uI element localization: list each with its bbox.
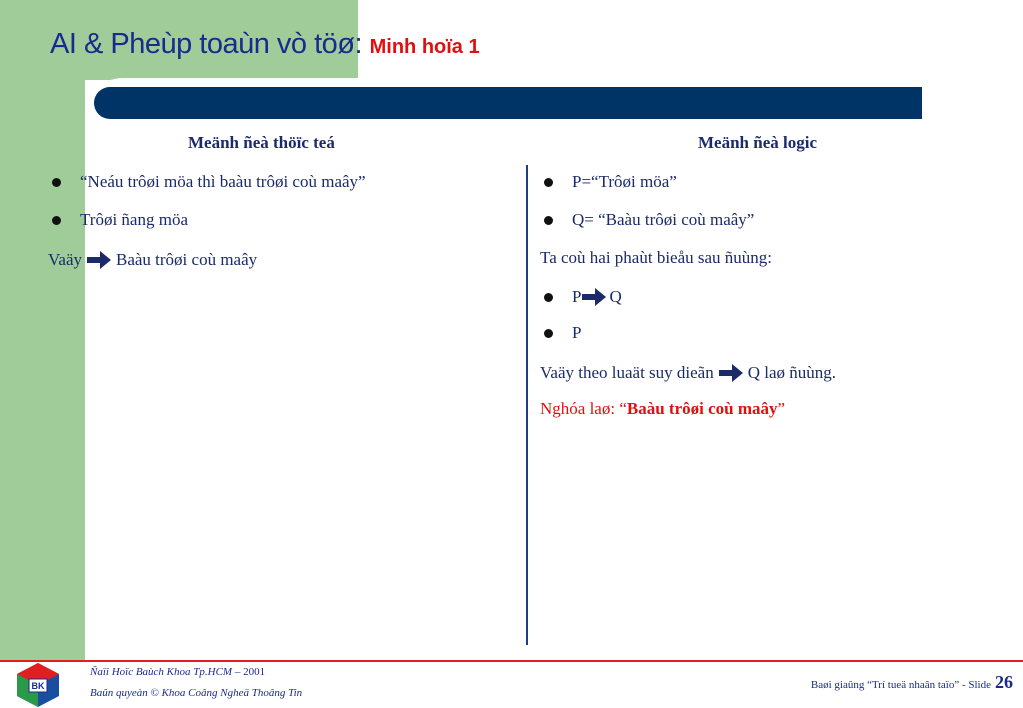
right-fact-bullet [544,321,581,345]
left-bullet-2-text: Trôøi ñang möa [80,210,188,229]
bullet-dot-icon [52,216,61,225]
left-bullet-2 [52,208,188,232]
right-conclusion [540,361,836,385]
arrow-right-icon [718,363,744,383]
left-bullet-1-text: “Neáu trôøi möa thì baàu trôøi coù maây” [80,172,366,191]
footer-course-info [811,672,1013,693]
arrow-right-icon [581,287,607,307]
left-conclusion-prefix: Vaäy [48,250,82,269]
right-bullet-2 [544,208,754,232]
footer-university [90,666,265,678]
fact-p-text: P [572,323,582,342]
bullet-dot-icon [544,178,553,187]
column-divider [526,165,528,645]
right-column-heading: Meänh ñeà logic [698,133,817,152]
right-bullet-1-text: P=“Trôøi möa” [572,172,677,191]
right-bullet-1 [544,170,677,194]
bullet-dot-icon [544,216,553,225]
bk-logo-icon [14,662,62,708]
meaning-suffix: ” [777,399,786,418]
header-bar [94,87,922,119]
right-conclusion-prefix: Vaäy theo luaät suy dieãn [540,363,714,382]
right-rule-bullet [544,285,622,309]
right-meaning [540,397,785,421]
left-column-heading: Meänh ñeà thöïc teá [188,133,335,152]
meaning-prefix: Nghóa laø: “ [540,399,627,418]
slide-title-main: AI & Pheùp toaùn vò töø: [50,28,370,60]
green-sidebar-block [0,0,85,660]
meaning-bold-text: Baàu trôøi coù maây [626,399,778,418]
left-bullet-1 [52,170,366,194]
logo-text: BK [31,681,45,691]
right-conclusion-suffix: Q laø ñuùng. [747,363,837,382]
footer-course: Baøi giaûng “Trí tueä nhaân taïo” - Slide [810,679,991,691]
right-intro: Ta coù hai phaùt bieåu sau ñuùng: [540,248,773,267]
footer-divider [0,660,1023,662]
bullet-dot-icon [52,178,61,187]
arrow-right-icon [86,250,112,270]
rule-q-text: Q [609,287,622,306]
left-conclusion [48,248,257,272]
bullet-dot-icon [544,293,553,302]
footer-year: 2001 [240,666,266,678]
footer-copyright: Baûn quyeàn © Khoa Coâng Ngheä Thoâng Tin [90,687,303,699]
left-conclusion-text: Baàu trôøi coù maây [115,250,258,269]
rule-p-text: P [572,287,582,306]
slide-title-sub: Minh hoïa 1 [369,36,480,58]
bullet-dot-icon [544,329,553,338]
footer-university-name: Ñaïi Hoïc Baùch Khoa Tp.HCM – [90,666,241,678]
slide-title [50,28,480,61]
right-bullet-2-text: Q= “Baàu trôøi coù maây” [572,210,755,229]
slide-number: 26 [995,672,1013,692]
